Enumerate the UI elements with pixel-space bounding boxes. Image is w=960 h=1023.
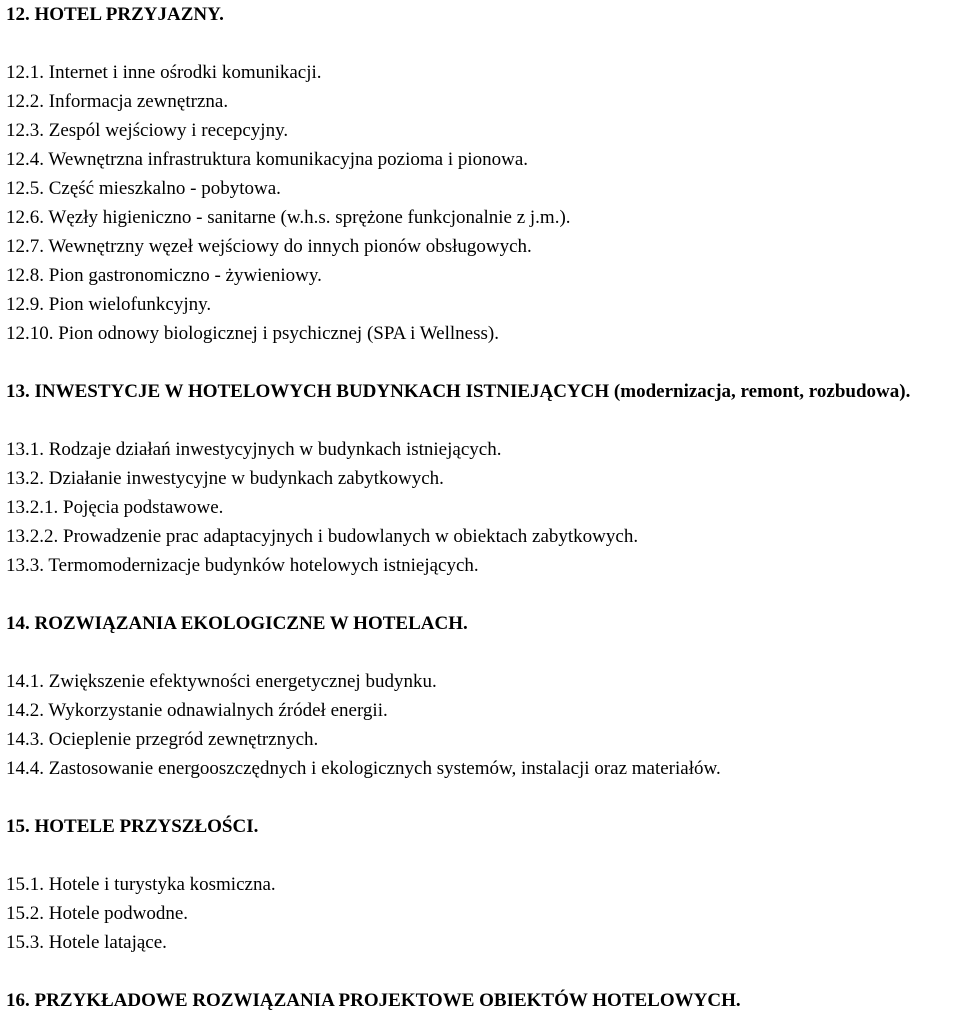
- spacer: [6, 841, 956, 870]
- spacer: [6, 29, 956, 58]
- list-item: 14.3. Ocieplenie przegród zewnętrznych.: [6, 729, 319, 750]
- list-item: 13.2.2. Prowadzenie prac adaptacyjnych i budowlanych w obiektach zabytkowych.: [6, 526, 639, 547]
- document-page: [6, 0, 956, 1015]
- list-item: 12.2. Informacja zewnętrzna.: [6, 91, 229, 112]
- section-heading: 14. ROZWIĄZANIA EKOLOGICZNE W HOTELACH.: [6, 613, 468, 634]
- list-item: 12.4. Wewnętrzna infrastruktura komunikacyjna pozioma i pionowa.: [6, 149, 529, 170]
- list-item: 14.1. Zwiększenie efektywności energetycznej budynku.: [6, 671, 437, 692]
- list-item: 13.2. Działanie inwestycyjne w budynkach zabytkowych.: [6, 468, 444, 489]
- list-item: 12.3. Zespól wejściowy i recepcyjny.: [6, 120, 289, 141]
- list-item: 15.3. Hotele latające.: [6, 932, 167, 953]
- section-heading: 16. PRZYKŁADOWE ROZWIĄZANIA PROJEKTOWE OBIEKTÓW HOTELOWYCH.: [6, 990, 741, 1011]
- list-item: 12.6. Węzły higieniczno - sanitarne (w.h.s. sprężone funkcjonalnie z j.m.).: [6, 207, 571, 228]
- list-item: 12.7. Wewnętrzny węzeł wejściowy do innych pionów obsługowych.: [6, 236, 532, 257]
- list-item: 12.8. Pion gastronomiczno - żywieniowy.: [6, 265, 322, 286]
- list-item: 12.1. Internet i inne ośrodki komunikacji.: [6, 62, 322, 83]
- list-item: 14.2. Wykorzystanie odnawialnych źródeł energii.: [6, 700, 388, 721]
- list-item: 15.1. Hotele i turystyka kosmiczna.: [6, 874, 276, 895]
- list-item: 13.3. Termomodernizacje budynków hotelowych istniejących.: [6, 555, 479, 576]
- list-item: 13.2.1. Pojęcia podstawowe.: [6, 497, 224, 518]
- spacer: [6, 638, 956, 667]
- list-item: 12.10. Pion odnowy biologicznej i psychicznej (SPA i Wellness).: [6, 323, 499, 344]
- spacer: [6, 783, 956, 812]
- spacer: [6, 406, 956, 435]
- list-item: 12.5. Część mieszkalno - pobytowa.: [6, 178, 281, 199]
- section-heading: 15. HOTELE PRZYSZŁOŚCI.: [6, 816, 259, 837]
- section-heading: 13. INWESTYCJE W HOTELOWYCH BUDYNKACH ISTNIEJĄCYCH (modernizacja, remont, rozbudowa).: [6, 381, 911, 402]
- spacer: [6, 957, 956, 986]
- spacer: [6, 580, 956, 609]
- list-item: 15.2. Hotele podwodne.: [6, 903, 189, 924]
- spacer: [6, 348, 956, 377]
- list-item: 12.9. Pion wielofunkcyjny.: [6, 294, 212, 315]
- list-item: 13.1. Rodzaje działań inwestycyjnych w budynkach istniejących.: [6, 439, 502, 460]
- section-heading: 12. HOTEL PRZYJAZNY.: [6, 4, 224, 25]
- list-item: 14.4. Zastosowanie energooszczędnych i ekologicznych systemów, instalacji oraz materiałów.: [6, 758, 721, 779]
